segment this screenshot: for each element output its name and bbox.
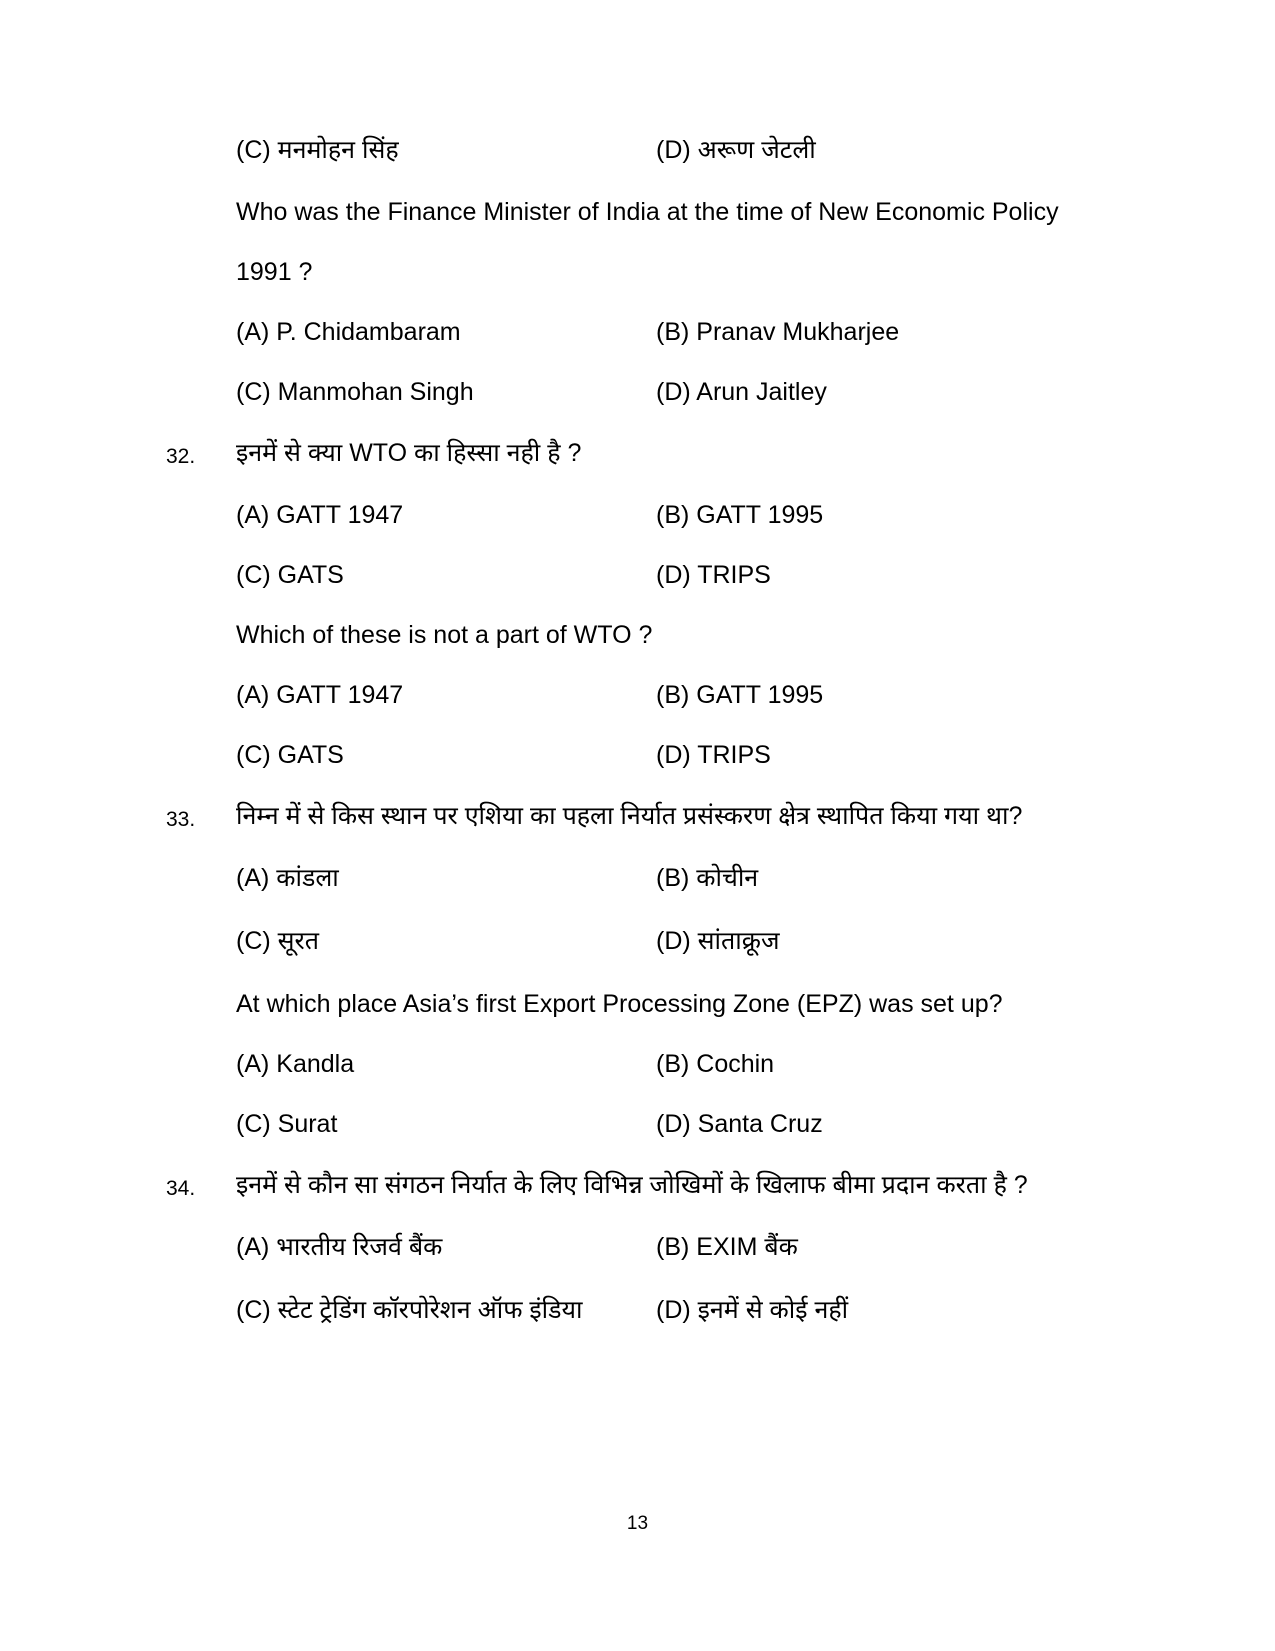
q31-en-question-line1: Who was the Finance Minister of India at the time of New Economic Policy [236,198,1059,226]
q32-hi-question: इनमें से क्या WTO का हिस्सा नही है ? [236,439,582,467]
q31-hi-option-c: (C) मनमोहन सिंह [236,136,399,164]
q32-en-question: Which of these is not a part of WTO ? [236,621,653,649]
q33-hi-option-c: (C) सूरत [236,927,320,955]
q33-number: 33. [166,808,196,831]
q32-en-option-b: (B) GATT 1995 [656,681,824,709]
q32-hi-option-d: (D) TRIPS [656,561,771,589]
q33-en-option-d: (D) Santa Cruz [656,1110,823,1138]
q33-hi-option-d: (D) सांताक्रूज [656,927,780,955]
q34-number: 34. [166,1177,196,1200]
q32-en-option-d: (D) TRIPS [656,741,771,769]
q34-hi-question: इनमें से कौन सा संगठन निर्यात के लिए विभिन्न जोखिमों के खिलाफ बीमा प्रदान करता है ? [236,1171,1028,1199]
q34-hi-option-d: (D) इनमें से कोई नहीं [656,1296,849,1324]
q33-en-option-c: (C) Surat [236,1110,338,1138]
q33-en-option-a: (A) Kandla [236,1050,355,1078]
page-number: 13 [626,1513,649,1534]
q32-hi-option-c: (C) GATS [236,561,344,589]
q32-hi-option-a: (A) GATT 1947 [236,501,404,529]
q31-en-option-b: (B) Pranav Mukharjee [656,318,900,346]
q31-hi-option-d: (D) अरूण जेटली [656,136,816,164]
q34-hi-option-a: (A) भारतीय रिजर्व बैंक [236,1233,443,1261]
q34-hi-option-c: (C) स्टेट ट्रेडिंग कॉरपोरेशन ऑफ इंडिया [236,1296,583,1324]
q33-hi-question: निम्न में से किस स्थान पर एशिया का पहला निर्यात प्रसंस्करण क्षेत्र स्थापित किया गया था? [236,802,1023,830]
q34-hi-option-b: (B) EXIM बैंक [656,1233,798,1261]
q31-en-option-d: (D) Arun Jaitley [656,378,827,406]
q32-number: 32. [166,445,196,468]
q33-hi-option-b: (B) कोचीन [656,864,759,892]
q32-en-option-a: (A) GATT 1947 [236,681,404,709]
q31-en-option-c: (C) Manmohan Singh [236,378,474,406]
q31-en-option-a: (A) P. Chidambaram [236,318,461,346]
q32-en-option-c: (C) GATS [236,741,344,769]
q33-en-question: At which place Asia’s first Export Processing Zone (EPZ) was set up? [236,990,1003,1018]
q32-hi-option-b: (B) GATT 1995 [656,501,824,529]
q33-en-option-b: (B) Cochin [656,1050,775,1078]
q33-hi-option-a: (A) कांडला [236,864,339,892]
q31-en-question-line2: 1991 ? [236,258,313,286]
